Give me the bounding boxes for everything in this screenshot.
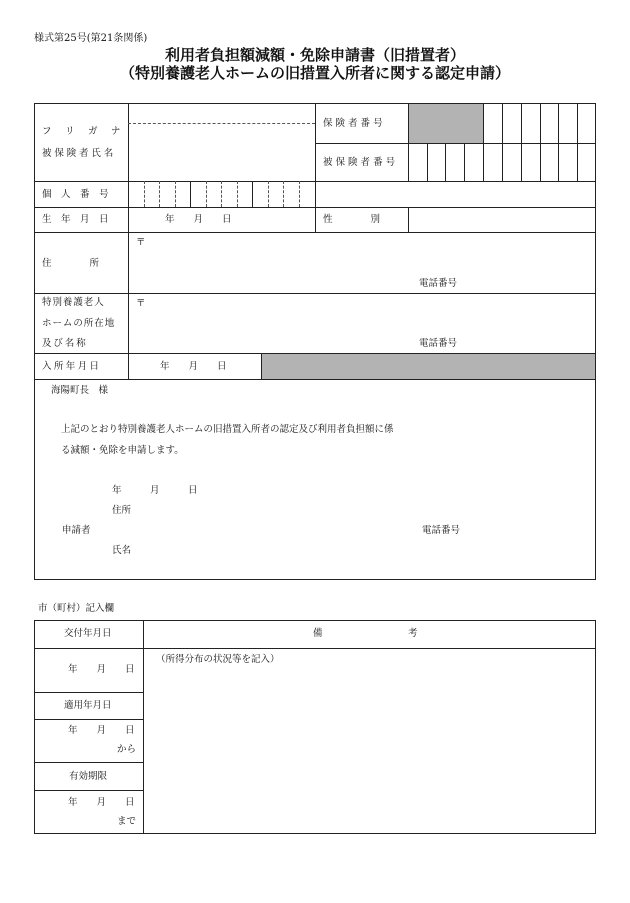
insured-number-label: 被 保 険 者 番 号 [323,157,396,168]
admission-date-value[interactable]: 年 月 日 [160,361,227,372]
city-section-title: 市（町村）記入欄 [38,603,115,614]
gender-field[interactable] [409,208,595,231]
until-label: まで [117,816,137,827]
issue-date-label: 交付年月日 [64,628,112,639]
insurer-number-field[interactable] [484,104,595,142]
applicant-label: 申請者 [62,525,91,536]
address-field[interactable] [129,233,595,292]
statement-line-2: る減額・免除を申請します。 [61,445,184,456]
applicant-phone-label: 電話番号 [422,525,461,536]
remarks-note: （所得分布の状況等を記入） [156,654,280,665]
personal-number-field[interactable] [129,182,314,206]
facility-phone-label: 電話番号 [419,338,458,349]
from-label: から [117,744,137,755]
birthdate-label: 生 年 月 日 [42,214,109,225]
address-label: 住 所 [42,258,100,269]
expiry-date-value[interactable]: 年 月 日 [68,797,135,808]
addressee: 海陽町長 様 [51,385,109,396]
applicant-name-field[interactable] [140,540,410,558]
furigana-field[interactable] [129,104,314,122]
facility-label-3: 及び名称 [42,338,88,349]
effective-date-label: 適用年月日 [64,700,112,711]
address-postal-mark: 〒 [136,237,146,248]
insured-number-field[interactable] [409,144,595,180]
admission-label: 入所年月日 [42,361,102,372]
form-title: 利用者負担額減額・免除申請書（旧措置者） [164,46,465,64]
personal-number-label: 個 人 番 号 [42,189,109,200]
facility-field[interactable] [129,294,595,352]
issue-date-value[interactable]: 年 月 日 [68,664,135,675]
insurer-number-label: 保 険 者 番 号 [323,118,383,129]
remarks-label: 備 考 [313,628,418,639]
remarks-field[interactable] [144,670,595,833]
effective-date-value[interactable]: 年 月 日 [68,725,135,736]
statement-line-1: 上記のとおり特別養護老人ホームの旧措置入所者の認定及び利用者負担額に係 [61,424,394,435]
form-subtitle: （特別養護老人ホームの旧措置入所者に関する認定申請） [119,64,510,82]
insured-name-field[interactable] [129,124,314,180]
expiry-label: 有効期限 [69,771,108,782]
applicant-name-label: 氏名 [112,545,132,556]
application-date[interactable]: 年 月 日 [112,485,198,496]
address-phone-label: 電話番号 [419,278,458,289]
applicant-address-label: 住所 [112,505,132,516]
facility-label-1: 特別養護老人 [42,297,105,308]
form-number: 様式第25号(第21条関係) [34,33,148,44]
facility-postal-mark: 〒 [136,298,146,309]
insured-name-label: 被保険者氏名 [42,148,117,159]
gender-label: 性 別 [323,214,381,225]
facility-label-2: ホームの所在地 [42,318,116,329]
furigana-label: フ リ ガ ナ [42,126,126,137]
applicant-address-field[interactable] [140,500,410,518]
birthdate-value[interactable]: 年 月 日 [165,214,232,225]
